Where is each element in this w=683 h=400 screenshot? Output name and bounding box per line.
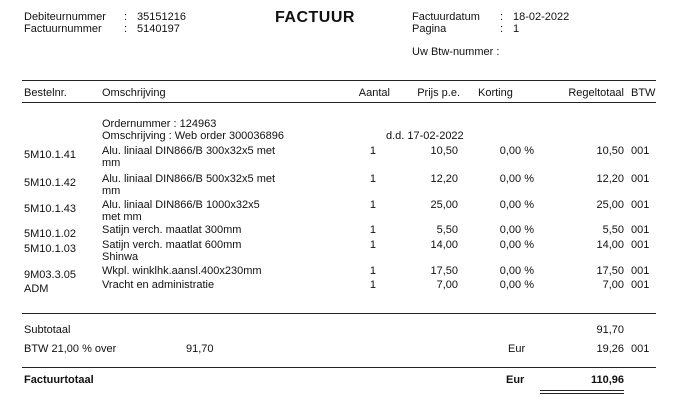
factuurdatum-label: Factuurdatum [412, 11, 480, 23]
line-btw: 001 [631, 265, 650, 277]
line-totaal: 5,50 [602, 224, 624, 236]
line-prijs: 7,00 [436, 279, 458, 291]
line-code: 5M10.1.02 [24, 228, 76, 240]
line-prijs: 25,00 [430, 199, 458, 211]
total-currency: Eur [506, 374, 525, 386]
line-code: 5M10.1.43 [24, 203, 76, 215]
line-prijs: 12,20 [430, 173, 458, 185]
line-btw: 001 [631, 173, 650, 185]
pagina-value: 1 [513, 23, 520, 35]
line-code: 9M03.3.05 [24, 269, 76, 281]
subtotaal-label: Subtotaal [24, 324, 71, 336]
header-top-rule [22, 80, 656, 81]
btw-base: 91,70 [186, 343, 214, 355]
line-korting: 0,00 % [499, 279, 534, 291]
factuurnummer-separator: : [124, 23, 128, 35]
line-desc1: Satijn verch. maatlat 600mm [102, 239, 242, 251]
factuurdatum-value: 18-02-2022 [513, 11, 570, 23]
line-aantal: 1 [369, 145, 376, 157]
debiteur-label: Debiteurnummer [24, 11, 106, 23]
line-totaal: 10,50 [596, 145, 624, 157]
line-code: 5M10.1.42 [24, 177, 76, 189]
line-korting: 0,00 % [499, 199, 534, 211]
debiteur-value: 35151216 [137, 11, 186, 23]
line-totaal: 7,00 [602, 279, 624, 291]
line-code: 5M10.1.41 [24, 149, 76, 161]
btw-nummer-label: Uw Btw-nummer : [412, 46, 500, 58]
line-desc1: Vracht en administratie [102, 279, 215, 291]
line-btw: 001 [631, 199, 650, 211]
col-korting: Korting [478, 87, 513, 99]
factuurnummer-value: 5140197 [137, 23, 180, 35]
line-btw: 001 [631, 279, 650, 291]
order-omschrijving: Omschrijving : Web order 300036896 [102, 130, 285, 142]
line-totaal: 14,00 [596, 239, 624, 251]
header-bottom-rule [22, 102, 656, 103]
subtotaal-value: 91,70 [596, 324, 624, 336]
line-desc2: Shinwa [102, 251, 139, 263]
summary-top-rule [22, 313, 656, 314]
total-double-rule-1 [540, 390, 624, 391]
line-btw: 001 [631, 239, 650, 251]
factuurtotaal-value: 110,96 [590, 374, 624, 386]
document-title: FACTUUR [275, 9, 355, 26]
line-btw: 001 [631, 145, 650, 157]
order-datum: d.d. 17-02-2022 [386, 130, 464, 142]
line-aantal: 1 [369, 239, 376, 251]
line-desc2: mm [102, 157, 121, 169]
line-desc1: Alu. liniaal DIN866/B 1000x32x5 [102, 199, 260, 211]
line-aantal: 1 [369, 173, 376, 185]
line-aantal: 1 [369, 265, 376, 277]
total-top-rule [22, 367, 656, 368]
line-desc2: mm [102, 185, 121, 197]
line-korting: 0,00 % [499, 265, 534, 277]
line-aantal: 1 [369, 199, 376, 211]
ordernummer: Ordernummer : 124963 [102, 118, 217, 130]
line-totaal: 12,20 [596, 173, 624, 185]
total-double-rule-2 [540, 393, 624, 394]
col-omschrijving: Omschrijving [102, 87, 166, 99]
line-aantal: 1 [369, 279, 376, 291]
factuurnummer-label: Factuurnummer [24, 23, 102, 35]
line-code: ADM [24, 283, 49, 295]
col-btw: BTW [631, 87, 656, 99]
line-prijs: 14,00 [430, 239, 458, 251]
pagina-separator: : [500, 23, 504, 35]
col-bestelnr: Bestelnr. [24, 87, 67, 99]
pagina-label: Pagina [412, 23, 447, 35]
btw-label: BTW 21,00 % over [24, 343, 117, 355]
line-aantal: 1 [369, 224, 376, 236]
col-aantal: Aantal [358, 87, 390, 99]
col-prijs: Prijs p.e. [417, 87, 460, 99]
line-desc2: met mm [102, 211, 142, 223]
line-desc1: Wkpl. winklhk.aansl.400x230mm [102, 265, 262, 277]
line-korting: 0,00 % [499, 145, 534, 157]
line-code: 5M10.1.03 [24, 243, 76, 255]
line-totaal: 17,50 [596, 265, 624, 277]
line-prijs: 10,50 [430, 145, 458, 157]
line-korting: 0,00 % [499, 239, 534, 251]
factuurdatum-separator: : [500, 11, 504, 23]
line-desc1: Satijn verch. maatlat 300mm [102, 224, 242, 236]
line-btw: 001 [631, 224, 650, 236]
btw-code: 001 [631, 343, 650, 355]
factuurtotaal-label: Factuurtotaal [24, 374, 94, 386]
line-korting: 0,00 % [499, 224, 534, 236]
line-totaal: 25,00 [596, 199, 624, 211]
line-desc1: Alu. liniaal DIN866/B 500x32x5 met [102, 173, 276, 185]
line-prijs: 17,50 [430, 265, 458, 277]
btw-value: 19,26 [596, 343, 624, 355]
line-prijs: 5,50 [436, 224, 458, 236]
btw-currency: Eur [508, 343, 526, 355]
line-korting: 0,00 % [499, 173, 534, 185]
debiteur-separator: : [124, 11, 128, 23]
col-regeltotaal: Regeltotaal [568, 87, 624, 99]
line-desc1: Alu. liniaal DIN866/B 300x32x5 met [102, 145, 276, 157]
